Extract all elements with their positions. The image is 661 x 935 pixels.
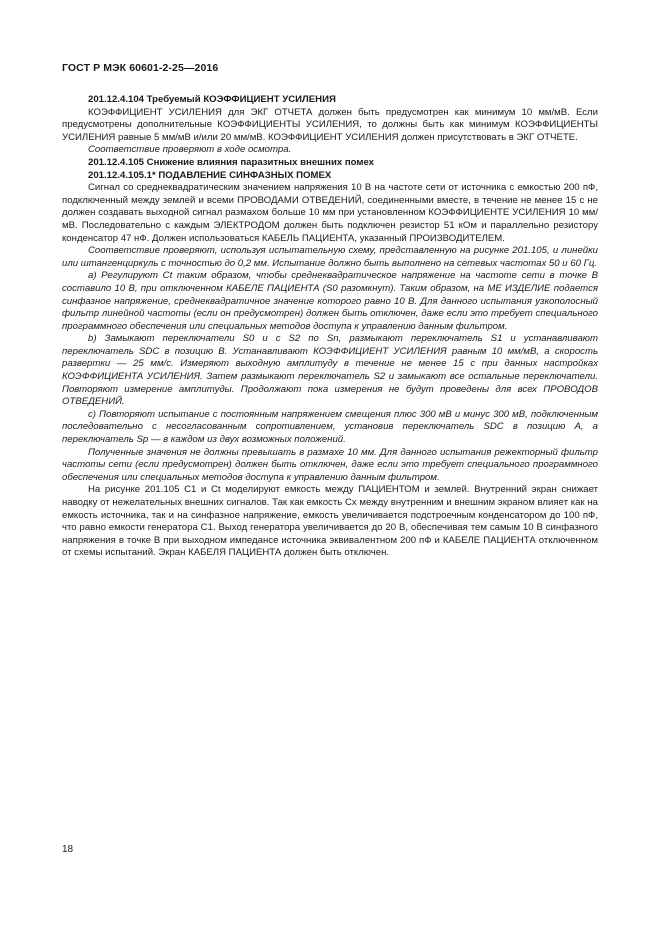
document-header: ГОСТ Р МЭК 60601-2-25—2016 (62, 62, 219, 74)
paragraph-step-a: а) Регулируют Ct таким образом, чтобы среднеквадратическое напряжение на частоте сети в точке В составило 10 В, при отключенном КАБЕЛЕ ПАЦИЕНТА (S0 разомкнут). Таким образом, на ME ИЗДЕЛИЕ подается синфазное напряжение, среднеквадратичное значение которого равно 10 В. Для данного испытания узкополосный фильтр линейной частоты (если он предусмотрен) должен быть отключен, даже если это требует специального программного обеспечения или специальных методов доступа к управлению данным фильтром. (62, 270, 598, 332)
document-body (62, 94, 598, 560)
paragraph-step-b: b) Замыкают переключатели S0 и с S2 по Sn, размыкают переключатель S1 и устанавливают переключатель SDC в позицию В. Устанавливают КОЭФФИЦИЕНТ УСИЛЕНИЯ равным 10 мм/мВ, а скорость развертки — 25 мм/с. Измеряют выходную амплитуду в течение не менее 15 с при данных настройках КОЭФФИЦИЕНТА УСИЛЕНИЯ. Затем размыкают переключатель S2 и замыкают все остальные переключатели. Повторяют измерение амплитуды. Продолжают пока измерения не будут проведены для всех ПРОВОДОВ ОТВЕДЕНИЙ. (62, 333, 598, 408)
paragraph-common-mode-signal: Сигнал со среднеквадратическим значением напряжения 10 В на частоте сети от источника с емкостью 200 пФ, подключенный между землей и всеми ПРОВОДАМИ ОТВЕДЕНИЙ, соединенными вместе, в течение не менее 15 с не должен создавать выходной сигнал размахом больше 10 мм при установленном КОЭФФИЦИЕНТЕ УСИЛЕНИЯ 10 мм/мВ. Последовательно с каждым ЭЛЕКТРОДОМ должен быть подключен резистор 51 кОм и параллельно резистору конденсатор 47 нФ. Должен использоваться КАБЕЛЬ ПАЦИЕНТА, указанный ПРОИЗВОДИТЕЛЕМ. (62, 182, 598, 244)
page-number: 18 (62, 844, 74, 855)
clause-heading-201-12-4-105-1: 201.12.4.105.1* ПОДАВЛЕНИЕ СИНФАЗНЫХ ПОМЕХ (88, 169, 332, 181)
paragraph-gain-requirement: КОЭФФИЦИЕНТ УСИЛЕНИЯ для ЭКГ ОТЧЕТА должен быть предусмотрен как минимум 10 мм/мВ. Если предусмотрены дополнительные КОЭФФИЦИЕНТЫ УСИЛЕНИЯ, то должны быть как минимум КОЭФФИЦИЕНТЫ УСИЛЕНИЯ равные 5 мм/мВ и/или 20 мм/мВ. КОЭФФИЦИЕНТ УСИЛЕНИЯ должен присутствовать в ЭКГ ОТЧЕТЕ. (62, 106, 598, 143)
paragraph-compliance-test-circuit: Соответствие проверяют, используя испытательную схему, представленную на рисунке 201.105, и линейки или штангенциркуль с точностью до 0,2 мм. Испытание должно быть выполнено на сетевых частотах 50 и 60 Гц. (62, 245, 598, 269)
clause-heading-201-12-4-105: 201.12.4.105 Снижение влияния паразитных внешних помех (88, 156, 375, 168)
paragraph-step-c: с) Повторяют испытание с постоянным напряжением смещения плюс 300 мВ и минус 300 мВ, подключенным последовательно с несогласованным сопротивлением, установив переключатель SDC в позицию А, а переключатель Sp — в каждом из двух возможных положений. (62, 408, 598, 446)
paragraph-results-limit: Полученные значения не должны превышать в размахе 10 мм. Для данного испытания режекторный фильтр частоты сети (если предусмотрен) должен быть отключен, даже если это требует специального программного обеспечения или специальных методов доступа к управлению данным фильтром. (62, 446, 598, 483)
clause-heading-201-12-4-104: 201.12.4.104 Требуемый КОЭФФИЦИЕНТ УСИЛЕНИЯ (88, 94, 336, 105)
paragraph-figure-explanation: На рисунке 201.105 C1 и Ct моделируют емкость между ПАЦИЕНТОМ и землей. Внутренний экран снижает наводку от нежелательных внешних сигналов. Так как емкость Cx между внутренним и внешним экраном влияет как на емкость источника, так и на синфазное напряжение, емкость увеличивается подстроечным конденсатором до 100 пФ, что равно емкости генератора C1. Выход генератора увеличивается до 20 В, обеспечивая тем самым 10 В синфазного напряжения в точке В при выходном импедансе источника эквивалентном 200 пФ и КАБЕЛЕ ПАЦИЕНТА отключенном от схемы испытаний. Экран КАБЕЛЯ ПАЦИЕНТА должен быть отключен. (62, 484, 598, 559)
paragraph-compliance-inspection: Соответствие проверяют в ходе осмотра. (88, 144, 292, 156)
